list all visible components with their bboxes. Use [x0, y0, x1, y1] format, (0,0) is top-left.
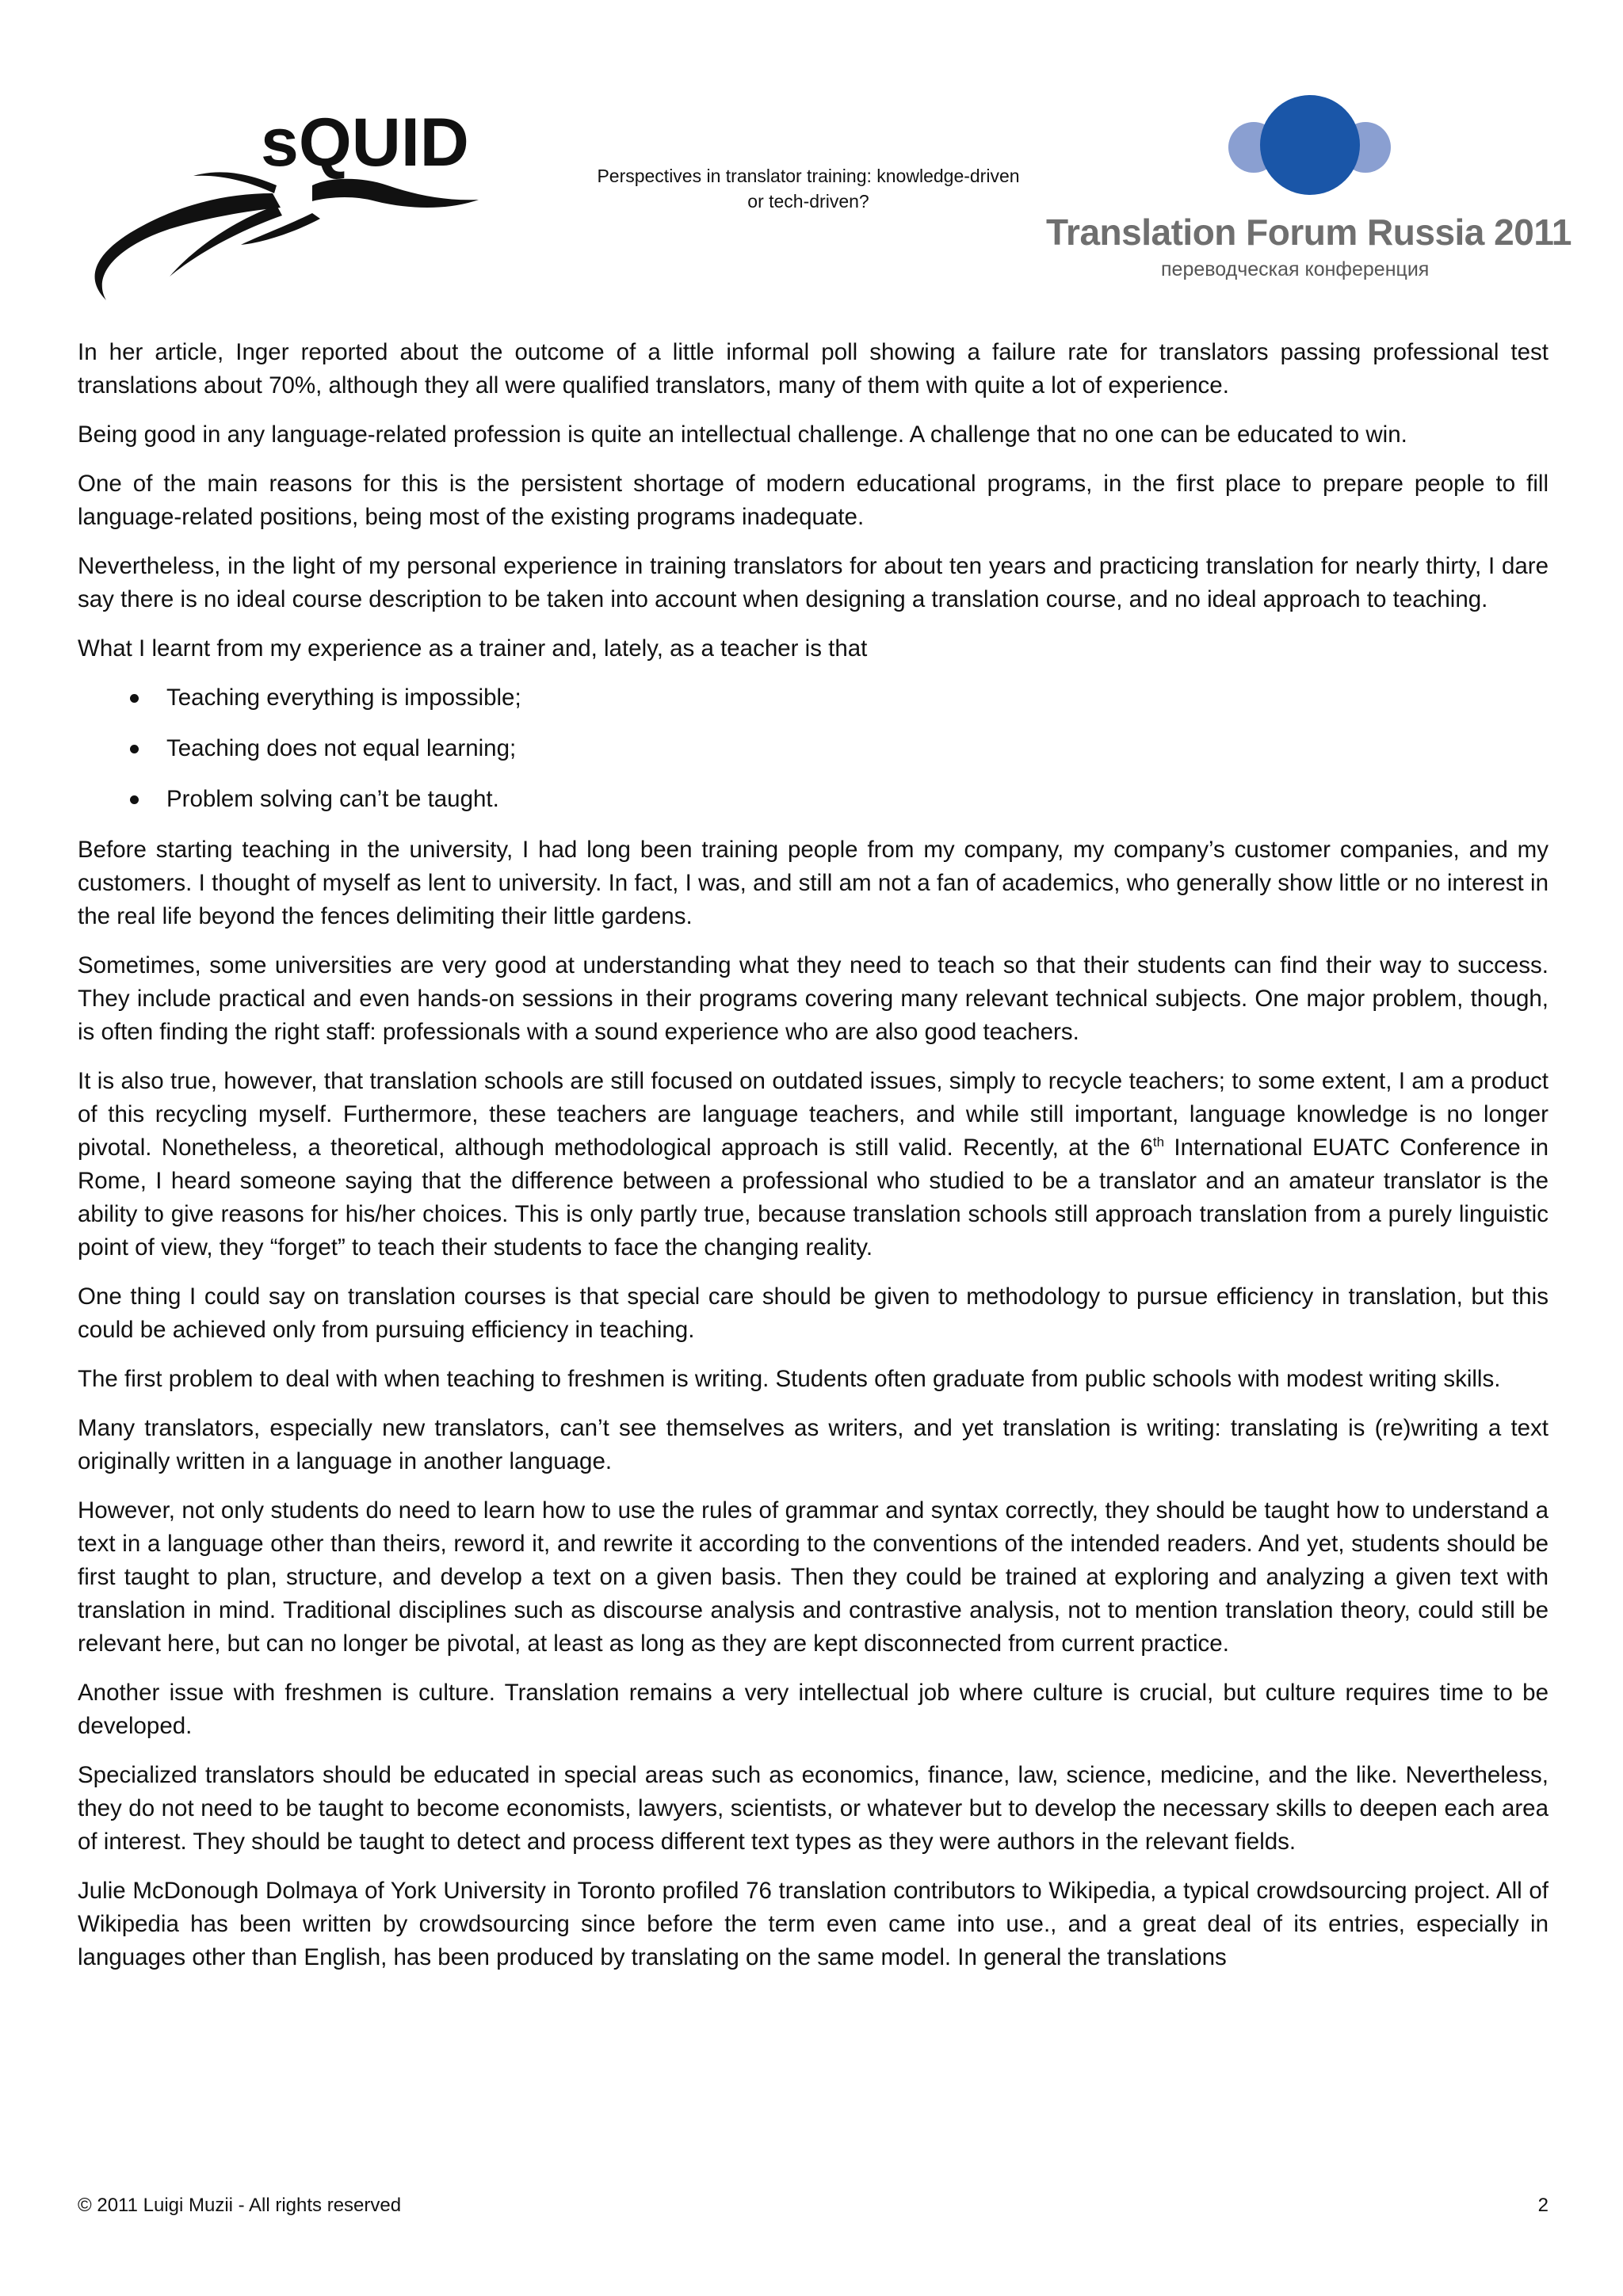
translation-forum-logo: [1046, 95, 1571, 285]
paragraph: One of the main reasons for this is the persistent shortage of modern educational programs, in the first place to prepare people to fill language-related positions, being most of the existing programs inadequate.: [78, 471, 1549, 530]
paragraph: One thing I could say on translation courses is that special care should be given to methodology to pursue efficiency in translation, but this could be achieved only from pursuing efficiency in teaching.: [78, 1283, 1549, 1343]
paragraph: Being good in any language-related profession is quite an intellectual challenge. A challenge that no one can be educated to win.: [78, 421, 1407, 448]
paragraph-part: It is also true, however, that translation schools are still focused on outdated issues, simply to recycle teachers; to some extent, I am a product of this recycling myself. Furthermore, these teachers are language teachers, and while still important, language knowledge is no longer pivotal. Nonetheless, a theoretical, although methodological approach is still valid. Recently, at the 6: [78, 1068, 1549, 1161]
paragraph: What I learnt from my experience as a trainer and, lately, as a teacher is that: [78, 635, 868, 662]
page-number: 2: [1537, 2195, 1549, 2216]
paragraph: Many translators, especially new translators, can’t see themselves as writers, and yet translation is writing: translating is (re)writing a text originally written in a language in another language.: [78, 1415, 1549, 1474]
paragraph: Another issue with freshmen is culture. Translation remains a very intellectual job where culture is crucial, but culture requires time to be developed.: [78, 1680, 1549, 1739]
header-caption: [555, 163, 1062, 214]
ordinal-superscript: th: [1152, 1135, 1165, 1150]
paragraph: Nevertheless, in the light of my personal experience in training translators for about ten years and practicing translation for nearly thirty, I dare say there is no ideal course description to be taken into account when designing a translation course, and no ideal approach to teaching.: [78, 553, 1549, 612]
circles-emblem-icon: [1212, 95, 1419, 198]
squid-logo-text: sQUID: [261, 105, 469, 181]
paragraph: Specialized translators should be educated in special areas such as economics, finance, law, science, medicine, and the like. Nevertheless, they do not need to be taught to become economists, lawyers, scientists, or whatever but to develop the necessary skills to deepen each area of interest. They should be taught to detect and process different text types as they were authors in the relevant fields.: [78, 1762, 1549, 1855]
list-item: Teaching does not equal learning;: [78, 732, 1549, 765]
paragraph: [78, 1065, 1549, 1264]
paragraph: Before starting teaching in the university, I had long been training people from my company, my company’s customer companies, and my customers. I thought of myself as lent to university. In fact, I was, and still am not a fan of academics, who generally show little or no interest in the real life beyond the fences delimiting their little gardens.: [78, 837, 1549, 929]
paragraph: In her article, Inger reported about the outcome of a little informal poll showing a failure rate for translators passing professional test translations about 70%, although they all were qualified translators, many of them with quite a lot of experience.: [78, 339, 1549, 399]
paragraph: Sometimes, some universities are very good at understanding what they need to teach so that their students can find their way to success. They include practical and even hands-on sessions in their programs covering many relevant technical subjects. One major problem, though, is often finding the right staff: professionals with a sound experience who are also good teachers.: [78, 952, 1549, 1045]
footer-copyright: © 2011 Luigi Muzii - All rights reserved: [78, 2195, 402, 2216]
paragraph-part: International EUATC Conference in Rome, I heard someone saying that the difference between a professional who studied to be a translator and an amateur translator is the ability to give reasons for his/her choices. This is only partly true, because translation schools still approach translation from a purely linguistic point of view, they “forget” to teach their students to face the changing reality.: [78, 1135, 1549, 1261]
header-caption-line2: or tech-driven?: [747, 191, 869, 212]
list-item: Teaching everything is impossible;: [78, 681, 1549, 715]
squid-logo: [74, 74, 558, 304]
bullet-list: [78, 681, 1549, 816]
paragraph: The first problem to deal with when teaching to freshmen is writing. Students often graduate from public schools with modest writing skills.: [78, 1366, 1501, 1392]
forum-subtitle: переводческая конференция: [1161, 258, 1430, 280]
forum-title: Translation Forum Russia 2011: [1046, 212, 1571, 253]
list-item: Problem solving can’t be taught.: [78, 783, 1549, 816]
article-body: [78, 336, 1549, 1990]
paragraph: Julie McDonough Dolmaya of York University in Toronto profiled 76 translation contributors to Wikipedia, a typical crowdsourcing project. All of Wikipedia has been written by crowdsourcing since before the term even came into use., and a great deal of its entries, especially in languages other than English, has been produced by translating on the same model. In general the translations: [78, 1878, 1549, 1970]
paragraph: However, not only students do need to learn how to use the rules of grammar and syntax correctly, they should be taught how to understand a text in a language other than theirs, reword it, and rewrite it according to the conventions of the intended readers. And yet, students should be first taught to plan, structure, and develop a text on a given basis. Then they could be trained at exploring and analyzing a given text with translation in mind. Traditional disciplines such as discourse analysis and contrastive analysis, not to mention translation theory, could still be relevant here, but can no longer be pivotal, at least as long as they are kept disconnected from current practice.: [78, 1497, 1549, 1657]
header-caption-line1: Perspectives in translator training: knowledge-driven: [597, 166, 1020, 186]
